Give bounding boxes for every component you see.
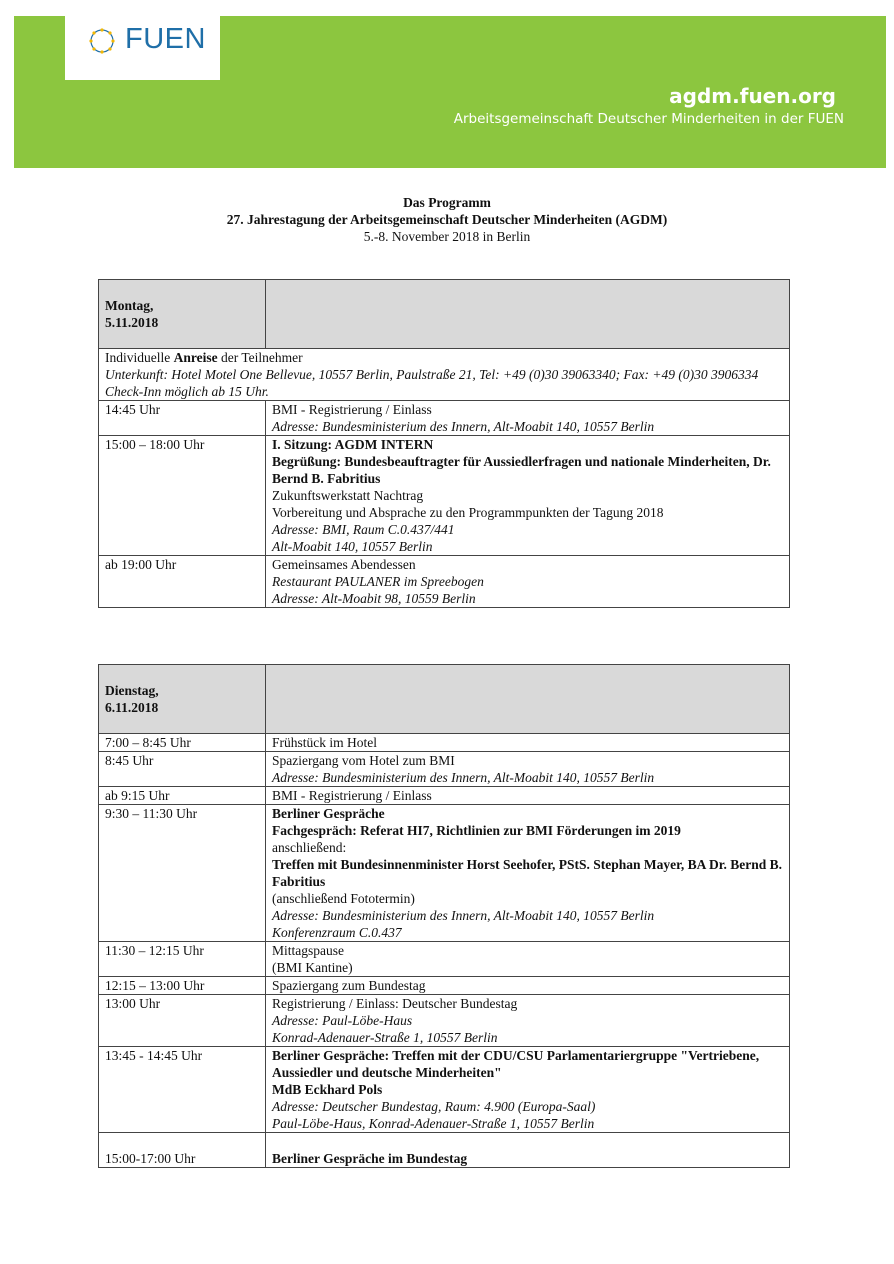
schedule-row <box>99 1133 790 1168</box>
activity-line: Mittagspause <box>272 943 344 958</box>
activity-line: Konrad-Adenauer-Straße 1, 10557 Berlin <box>272 1030 498 1045</box>
arrival-row <box>99 349 790 401</box>
time-cell: ab 19:00 Uhr <box>99 556 266 608</box>
activity-cell <box>266 805 790 942</box>
day-date: 6.11.2018 <box>105 700 159 715</box>
activity-line: Frühstück im Hotel <box>272 735 377 750</box>
activity-line: Berliner Gespräche <box>272 806 385 821</box>
time-cell: 7:00 – 8:45 Uhr <box>99 734 266 752</box>
activity-line: anschließend: <box>272 840 347 855</box>
time-cell: 8:45 Uhr <box>99 752 266 787</box>
time-cell: 12:15 – 13:00 Uhr <box>99 977 266 995</box>
activity-line: Vorbereitung und Absprache zu den Programmpunkten der Tagung 2018 <box>272 505 664 520</box>
day-header <box>99 280 790 349</box>
activity-line: Paul-Löbe-Haus, Konrad-Adenauer-Straße 1, 10557 Berlin <box>272 1116 595 1131</box>
arrival-pre: Individuelle <box>105 350 174 365</box>
activity-line: (anschließend Fototermin) <box>272 891 415 906</box>
doc-dates: 5.-8. November 2018 in Berlin <box>363 229 531 244</box>
activity-line: Zukunftswerkstatt Nachtrag <box>272 488 424 503</box>
schedule-table-monday <box>98 279 790 608</box>
day-header <box>99 665 790 734</box>
activity-cell <box>266 401 790 436</box>
doc-title: Das Programm <box>403 195 491 210</box>
logo-text: FUEN <box>125 23 206 55</box>
activity-line: BMI - Registrierung / Einlass <box>272 788 432 803</box>
activity-line: Restaurant PAULANER im Spreebogen <box>272 574 484 589</box>
site-subtitle: Arbeitsgemeinschaft Deutscher Minderheiten in der FUEN <box>453 111 844 127</box>
activity-line: Begrüßung: Bundesbeauftragter für Aussiedlerfragen und nationale Minderheiten, Dr. Bernd B. Fabritius <box>272 454 771 486</box>
activity-line: Treffen mit Bundesinnenminister Horst Seehofer, PStS. Stephan Mayer, BA Dr. Bernd B. Fabritius <box>272 857 783 889</box>
schedule-row <box>99 436 790 556</box>
activity-line: Adresse: Bundesministerium des Innern, Alt-Moabit 140, 10557 Berlin <box>272 419 655 434</box>
checkin-info: Check-Inn möglich ab 15 Uhr. <box>105 384 269 399</box>
stars-ring-icon <box>87 26 117 56</box>
schedule-row <box>99 995 790 1047</box>
activity-cell <box>266 752 790 787</box>
fuen-logo <box>65 16 220 80</box>
activity-line: Berliner Gespräche im Bundestag <box>272 1151 468 1166</box>
activity-cell <box>266 1133 790 1168</box>
time-cell: ab 9:15 Uhr <box>99 787 266 805</box>
activity-line: Adresse: BMI, Raum C.0.437/441 <box>272 522 455 537</box>
schedule-row <box>99 787 790 805</box>
activity-line: Adresse: Alt-Moabit 98, 10559 Berlin <box>272 591 476 606</box>
time-cell: 11:30 – 12:15 Uhr <box>99 942 266 977</box>
time-cell: 15:00-17:00 Uhr <box>99 1133 266 1168</box>
activity-line: I. Sitzung: AGDM INTERN <box>272 437 434 452</box>
schedule-row <box>99 977 790 995</box>
doc-event: 27. Jahrestagung der Arbeitsgemeinschaft Deutscher Minderheiten (AGDM) <box>226 212 668 227</box>
activity-line: Spaziergang zum Bundestag <box>272 978 426 993</box>
schedule-row <box>99 942 790 977</box>
activity-line: Fachgespräch: Referat HI7, Richtlinien zur BMI Förderungen im 2019 <box>272 823 681 838</box>
activity-line: Adresse: Bundesministerium des Innern, Alt-Moabit 140, 10557 Berlin <box>272 770 655 785</box>
activity-line: Registrierung / Einlass: Deutscher Bundestag <box>272 996 518 1011</box>
activity-line: Adresse: Bundesministerium des Innern, Alt-Moabit 140, 10557 Berlin <box>272 908 655 923</box>
schedule-row <box>99 556 790 608</box>
activity-cell <box>266 995 790 1047</box>
time-cell: 15:00 – 18:00 Uhr <box>99 436 266 556</box>
arrival-bold: Anreise <box>173 350 218 365</box>
activity-cell <box>266 942 790 977</box>
activity-line: Adresse: Deutscher Bundestag, Raum: 4.900 (Europa-Saal) <box>272 1099 596 1114</box>
schedule-row <box>99 401 790 436</box>
activity-cell <box>266 977 790 995</box>
activity-line: Konferenzraum C.0.437 <box>272 925 402 940</box>
time-cell: 13:45 - 14:45 Uhr <box>99 1047 266 1133</box>
time-cell: 14:45 Uhr <box>99 401 266 436</box>
activity-cell <box>266 734 790 752</box>
arrival-post: der Teilnehmer <box>217 350 303 365</box>
activity-cell <box>266 556 790 608</box>
schedule-table-tuesday <box>98 664 790 1168</box>
weekday: Dienstag, <box>105 683 159 698</box>
activity-line: Alt-Moabit 140, 10557 Berlin <box>272 539 433 554</box>
time-cell: 9:30 – 11:30 Uhr <box>99 805 266 942</box>
activity-line: MdB Eckhard Pols <box>272 1082 383 1097</box>
schedule-row <box>99 805 790 942</box>
schedule-row <box>99 752 790 787</box>
activity-cell <box>266 787 790 805</box>
activity-line: Spaziergang vom Hotel zum BMI <box>272 753 455 768</box>
weekday: Montag, <box>105 298 154 313</box>
schedule-row <box>99 734 790 752</box>
day-date: 5.11.2018 <box>105 315 159 330</box>
activity-line: Berliner Gespräche: Treffen mit der CDU/CSU Parlamentariergruppe "Vertriebene, Aussiedler und deutsche Minderheiten" <box>272 1048 760 1080</box>
schedule-row <box>99 1047 790 1133</box>
activity-cell <box>266 436 790 556</box>
activity-cell <box>266 1047 790 1133</box>
activity-line: Gemeinsames Abendessen <box>272 557 416 572</box>
time-cell: 13:00 Uhr <box>99 995 266 1047</box>
site-url: agdm.fuen.org <box>669 84 836 108</box>
activity-line: BMI - Registrierung / Einlass <box>272 402 432 417</box>
activity-line: (BMI Kantine) <box>272 960 353 975</box>
hotel-info: Unterkunft: Hotel Motel One Bellevue, 10557 Berlin, Paulstraße 21, Tel: +49 (0)30 39063340; Fax: +49 (0)30 3906334 <box>105 367 759 382</box>
activity-line: Adresse: Paul-Löbe-Haus <box>272 1013 413 1028</box>
